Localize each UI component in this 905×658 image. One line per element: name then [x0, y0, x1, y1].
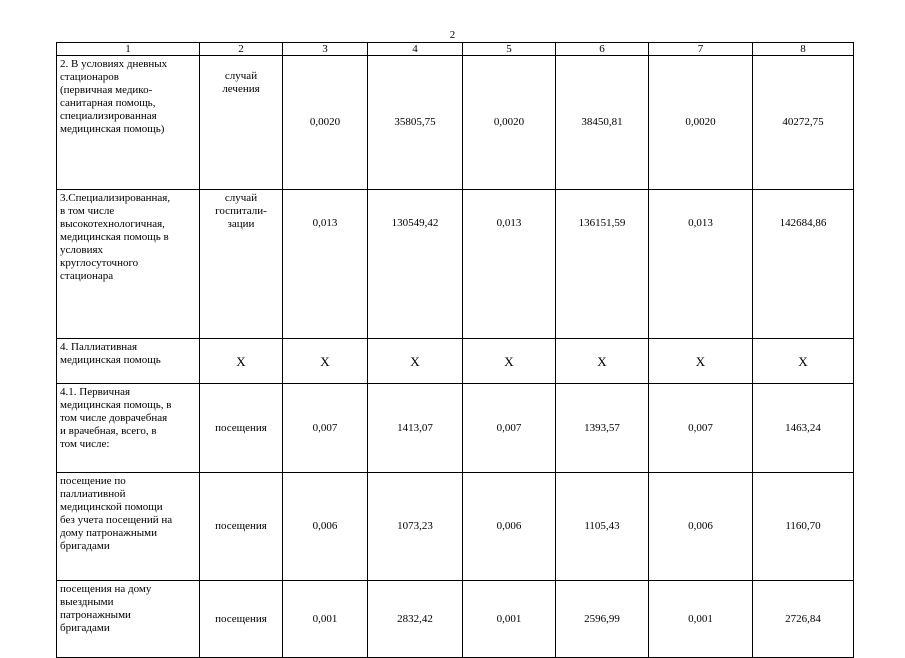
column-header: 1: [57, 43, 200, 56]
value-cell: Х: [556, 339, 649, 384]
value-cell: 136151,59: [556, 190, 649, 339]
column-header: 2: [200, 43, 283, 56]
value-cell: 0,013: [463, 190, 556, 339]
value-cell: 1463,24: [753, 384, 854, 473]
name-line: дому патронажными: [60, 527, 158, 539]
table-row: [57, 190, 854, 339]
value-cell: 130549,42: [368, 190, 463, 339]
row-name: [57, 56, 200, 190]
name-line: санитарная помощь,: [60, 97, 156, 109]
value-cell: Х: [463, 339, 556, 384]
value-cell: 2596,99: [556, 581, 649, 658]
value-cell: 1105,43: [556, 473, 649, 581]
value-cell: 38450,81: [556, 56, 649, 190]
name-line: без учета посещений на: [60, 514, 173, 526]
value-cell: 0,001: [649, 581, 753, 658]
unit-line: госпитали-: [215, 205, 267, 217]
unit-line: лечения: [222, 83, 260, 95]
name-line: бригадами: [60, 540, 110, 552]
row-name: [57, 339, 200, 384]
value-cell: 40272,75: [753, 56, 854, 190]
name-line: (первичная медико-: [60, 84, 153, 96]
value-cell: 0,006: [283, 473, 368, 581]
name-line: посещения на дому: [60, 583, 152, 595]
value-cell: 0,006: [649, 473, 753, 581]
name-line: посещение по: [60, 475, 126, 487]
unit-cell: [200, 56, 283, 190]
value-cell: Х: [283, 339, 368, 384]
value-cell: 0,0020: [463, 56, 556, 190]
value-cell: 0,007: [463, 384, 556, 473]
name-line: медицинской помощи: [60, 501, 163, 513]
name-line: 2. В условиях дневных: [60, 58, 168, 70]
tariff-table: [56, 42, 854, 658]
unit-line: зации: [227, 218, 255, 230]
name-line: высокотехнологичная,: [60, 218, 165, 230]
value-cell: 0,001: [463, 581, 556, 658]
name-line: 4. Паллиативная: [60, 341, 138, 353]
name-line: выездными: [60, 596, 114, 608]
name-line: 4.1. Первичная: [60, 386, 131, 398]
value-cell: 0,013: [649, 190, 753, 339]
name-line: 3.Специализированная,: [60, 192, 171, 204]
name-line: медицинская помощь): [60, 123, 165, 135]
name-line: том числе:: [60, 438, 110, 450]
value-cell: Х: [368, 339, 463, 384]
table-row: [57, 56, 854, 190]
name-line: медицинская помощь в: [60, 231, 169, 243]
value-cell: Х: [649, 339, 753, 384]
row-name: [57, 384, 200, 473]
unit-cell: посещения: [200, 581, 283, 658]
value-cell: 0,007: [649, 384, 753, 473]
value-cell: 0,013: [283, 190, 368, 339]
value-cell: 0,006: [463, 473, 556, 581]
name-line: паллиативной: [60, 488, 126, 500]
name-line: патронажными: [60, 609, 131, 621]
name-line: медицинская помощь: [60, 354, 161, 366]
column-header: 5: [463, 43, 556, 56]
unit-cell: [200, 190, 283, 339]
unit-line: случай: [224, 70, 258, 82]
value-cell: 1073,23: [368, 473, 463, 581]
unit-cell: Х: [200, 339, 283, 384]
unit-cell: посещения: [200, 473, 283, 581]
value-cell: 0,0020: [649, 56, 753, 190]
name-line: том числе доврачебная: [60, 412, 168, 424]
column-header: 4: [368, 43, 463, 56]
name-line: условиях: [60, 244, 104, 256]
value-cell: 35805,75: [368, 56, 463, 190]
table-row: [57, 339, 854, 384]
name-line: и врачебная, всего, в: [60, 425, 157, 437]
value-cell: Х: [753, 339, 854, 384]
unit-cell: посещения: [200, 384, 283, 473]
name-line: стационара: [60, 270, 114, 282]
value-cell: 1393,57: [556, 384, 649, 473]
row-name: [57, 473, 200, 581]
value-cell: 0,007: [283, 384, 368, 473]
value-cell: 2726,84: [753, 581, 854, 658]
row-name: [57, 581, 200, 658]
value-cell: 1160,70: [753, 473, 854, 581]
header-row: [57, 43, 854, 56]
name-line: стационаров: [60, 71, 119, 83]
page-number: 2: [449, 29, 456, 41]
name-line: медицинская помощь, в: [60, 399, 172, 411]
table-row: [57, 581, 854, 658]
value-cell: 0,0020: [283, 56, 368, 190]
value-cell: 0,001: [283, 581, 368, 658]
table-row: [57, 384, 854, 473]
column-header: 7: [649, 43, 753, 56]
column-header: 3: [283, 43, 368, 56]
name-line: специализированная: [60, 110, 157, 122]
value-cell: 142684,86: [753, 190, 854, 339]
unit-line: случай: [224, 192, 258, 204]
column-header: 8: [753, 43, 854, 56]
name-line: круглосуточного: [60, 257, 139, 269]
name-line: бригадами: [60, 622, 110, 634]
name-line: в том числе: [60, 205, 115, 217]
row-name: [57, 190, 200, 339]
column-header: 6: [556, 43, 649, 56]
value-cell: 1413,07: [368, 384, 463, 473]
table-row: [57, 473, 854, 581]
value-cell: 2832,42: [368, 581, 463, 658]
